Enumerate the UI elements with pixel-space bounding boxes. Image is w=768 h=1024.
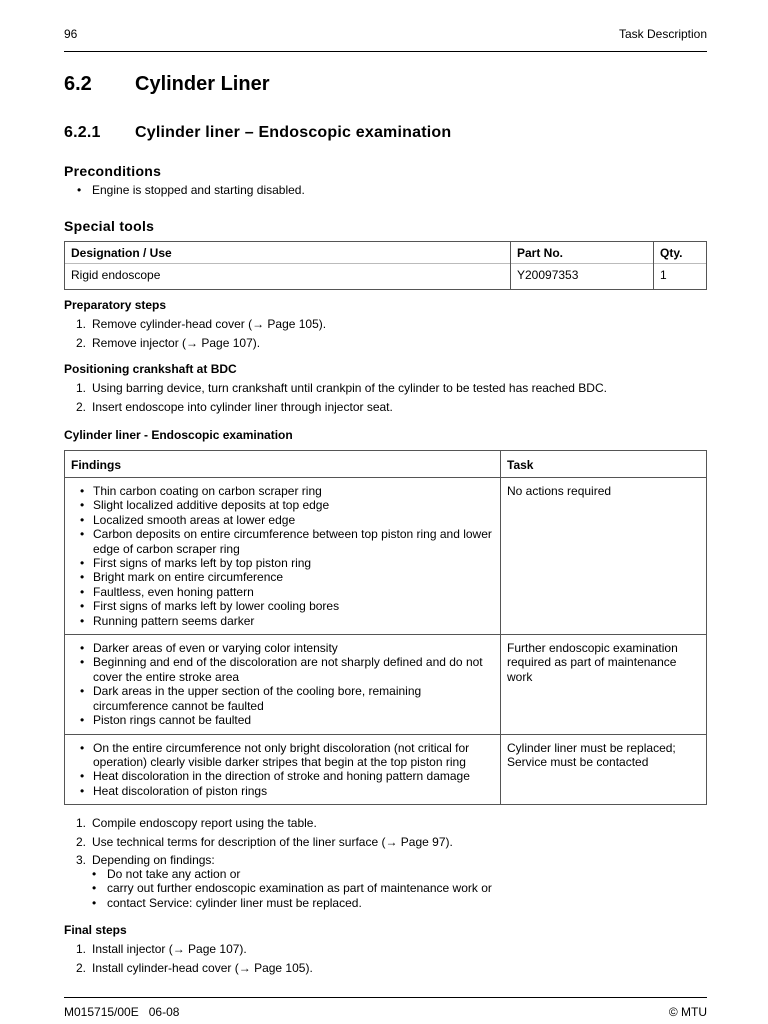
task-cell: Further endoscopic examination required as part of maintenance work <box>501 635 707 734</box>
list-item: • Piston rings cannot be faulted <box>65 713 494 727</box>
document-number: M015715/00E 06-08 <box>64 1005 180 1019</box>
findings-list <box>71 741 494 799</box>
findings-list <box>71 641 494 727</box>
list-item: 2. Remove injector (→ Page 107). <box>76 335 261 350</box>
table-cell: Rigid endoscope <box>65 264 511 290</box>
findings-cell <box>65 478 501 635</box>
final-steps-heading: Final steps <box>64 923 127 937</box>
list-item: • Thin carbon coating on carbon scraper ring <box>65 484 494 498</box>
list-item: • Heat discoloration in the direction of stroke and honing pattern damage <box>65 769 494 783</box>
findings-cell <box>65 635 501 734</box>
list-item: • Carbon deposits on entire circumference between top piston ring and lower edge of carbon scraper ring <box>65 527 494 556</box>
special-tools-heading: Special tools <box>64 218 155 234</box>
list-item: 2. Insert endoscope into cylinder liner through injector seat. <box>76 399 393 414</box>
page-footer <box>64 1005 707 1019</box>
preparatory-steps-heading: Preparatory steps <box>64 298 167 312</box>
list-item: 1. Install injector (→ Page 107). <box>76 942 247 956</box>
table-cell: Y20097353 <box>511 264 654 290</box>
list-item: • Heat discoloration of piston rings <box>65 784 494 798</box>
list-item: 1. Compile endoscopy report using the table. <box>76 816 317 830</box>
report-sub-list <box>79 867 492 910</box>
report-steps-list <box>64 816 453 867</box>
list-item: • Darker areas of even or varying color intensity <box>65 641 494 655</box>
list-item: • Faultless, even honing pattern <box>65 585 494 599</box>
table-header-row <box>65 451 707 478</box>
list-item: • Do not take any action or <box>79 867 492 881</box>
copyright: © MTU <box>668 1005 707 1019</box>
manual-page <box>64 0 707 1024</box>
positioning-heading: Positioning crankshaft at BDC <box>64 362 237 376</box>
list-item: 1. Using barring device, turn crankshaft until crankpin of the cylinder to be tested has reached BDC. <box>76 381 607 395</box>
subchapter-title: Cylinder liner – Endoscopic examination <box>135 124 452 141</box>
footer-rule <box>64 997 707 998</box>
list-item: • Beginning and end of the discoloration are not sharply defined and do not cover the entire stroke area <box>65 655 494 684</box>
list-item: • Running pattern seems darker <box>65 614 494 628</box>
list-item: 3. Depending on findings: <box>76 853 215 867</box>
chapter-title: Cylinder Liner <box>135 73 270 95</box>
table-row <box>65 734 707 805</box>
positioning-list <box>64 381 607 418</box>
page-number: 96 <box>64 27 78 41</box>
final-steps-list <box>64 942 313 979</box>
preconditions-list <box>64 183 305 197</box>
preparatory-steps-list <box>64 317 326 354</box>
list-item: • carry out further endoscopic examination as part of maintenance work or <box>79 881 492 895</box>
task-cell: Cylinder liner must be replaced; Service must be contacted <box>501 734 707 805</box>
column-header: Part No. <box>511 242 654 264</box>
section-name: Task Description <box>618 27 707 41</box>
special-tools-table <box>64 241 707 290</box>
list-item: • On the entire circumference not only bright discoloration (not critical for operation) clearly visible darker stripes that begin at the top piston ring <box>65 741 494 770</box>
list-item: 2. Install cylinder-head cover (→ Page 105). <box>76 960 313 975</box>
list-item: • Engine is stopped and starting disabled. <box>64 183 305 197</box>
subchapter-number: 6.2.1 <box>64 124 101 141</box>
column-header: Designation / Use <box>65 242 511 264</box>
table-row <box>65 478 707 635</box>
list-item: • First signs of marks left by top piston ring <box>65 556 494 570</box>
list-item: 1. Remove cylinder-head cover (→ Page 105). <box>76 317 327 331</box>
table-header-row <box>65 242 707 264</box>
findings-cell <box>65 734 501 805</box>
chapter-number: 6.2 <box>64 73 92 95</box>
list-item: • contact Service: cylinder liner must be replaced. <box>79 896 492 910</box>
table-row <box>65 264 707 290</box>
table-row <box>65 635 707 734</box>
examination-table <box>64 450 707 805</box>
column-header: Findings <box>65 451 501 478</box>
list-item: • First signs of marks left by lower cooling bores <box>65 599 494 613</box>
list-item: • Bright mark on entire circumference <box>65 570 494 584</box>
list-item: 2. Use technical terms for description of the liner surface (→ Page 97). <box>76 834 453 849</box>
column-header: Qty. <box>654 242 707 264</box>
list-item: • Slight localized additive deposits at top edge <box>65 498 494 512</box>
findings-list <box>71 484 494 628</box>
list-item: • Localized smooth areas at lower edge <box>65 513 494 527</box>
list-item: • Dark areas in the upper section of the cooling bore, remaining circumference cannot be faulted <box>65 684 494 713</box>
column-header: Task <box>501 451 707 478</box>
table-cell: 1 <box>654 264 707 290</box>
header-rule <box>64 51 707 52</box>
task-cell: No actions required <box>501 478 707 635</box>
page-header <box>64 27 707 41</box>
examination-heading: Cylinder liner - Endoscopic examination <box>64 428 293 442</box>
preconditions-heading: Preconditions <box>64 163 162 179</box>
